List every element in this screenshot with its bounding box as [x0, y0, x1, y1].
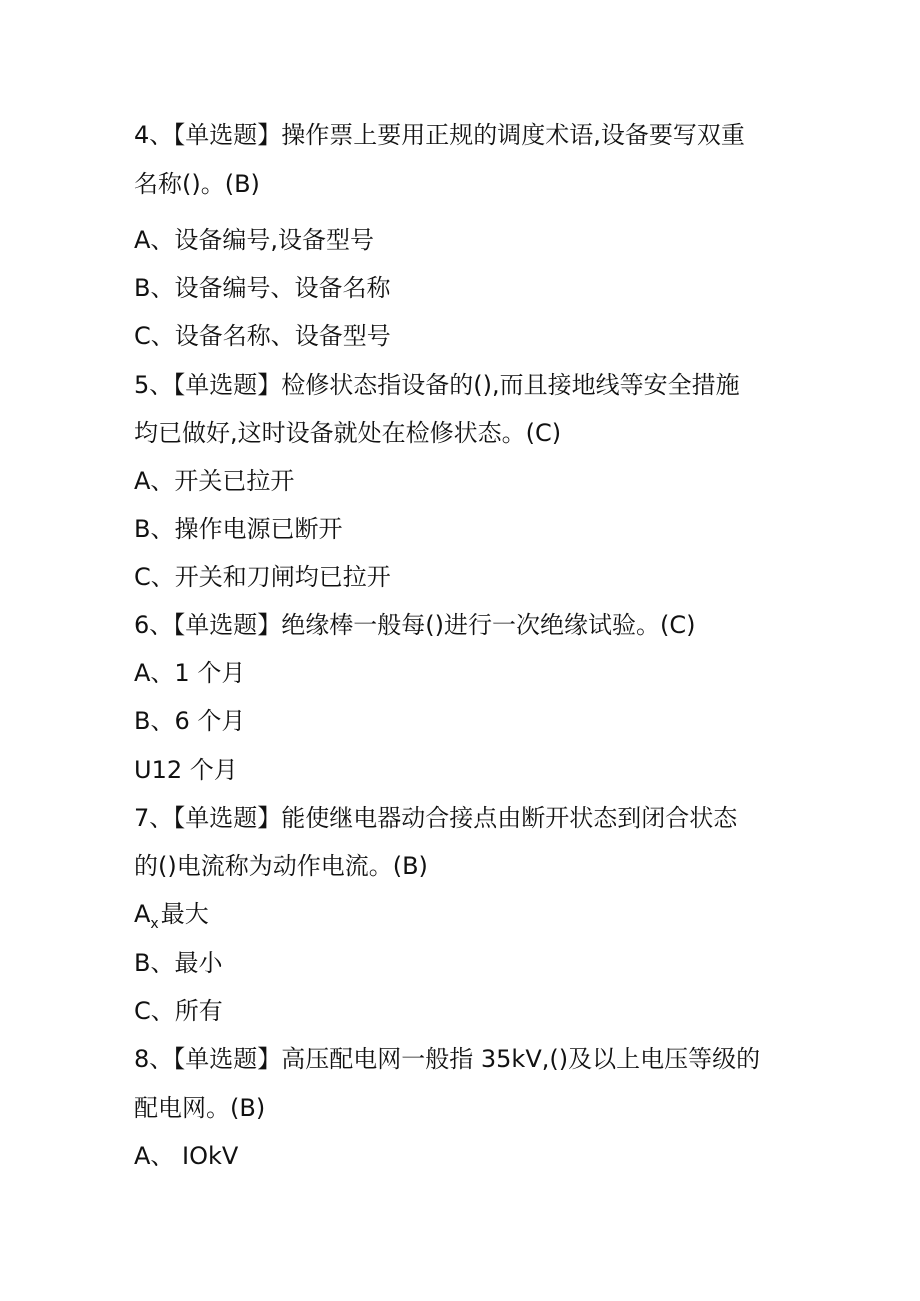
question-6-option-b: B、6 个月	[134, 707, 246, 735]
question-7-option-c: C、所有	[134, 997, 223, 1025]
question-5-stem-line-1: 5、【单选题】检修状态指设备的(),而且接地线等安全措施	[134, 371, 740, 399]
question-4-option-c: C、设备名称、设备型号	[134, 322, 391, 350]
question-7-option-b: B、最小	[134, 949, 223, 977]
question-8-option-a: A、 IOkV	[134, 1142, 239, 1170]
question-5-option-a: A、开关已拉开	[134, 467, 295, 495]
question-7-option-a-letter: A	[134, 900, 151, 928]
question-8-stem-line-2: 配电网。(B)	[134, 1094, 266, 1122]
question-8-stem-line-1: 8、【单选题】高压配电网一般指 35kV,()及以上电压等级的	[134, 1045, 761, 1073]
question-5-option-c: C、开关和刀闸均已拉开	[134, 563, 391, 591]
question-6-stem-line-1: 6、【单选题】绝缘棒一般每()进行一次绝缘试验。(C)	[134, 611, 696, 639]
question-4-option-a: A、设备编号,设备型号	[134, 226, 375, 254]
question-7-option-a-subscript: x	[150, 916, 159, 932]
question-4-stem-line-2: 名称()。(B)	[134, 170, 260, 198]
question-7-stem-line-1: 7、【单选题】能使继电器动合接点由断开状态到闭合状态	[134, 804, 738, 832]
question-6-option-a: A、1 个月	[134, 659, 246, 687]
question-7-option-a-text: 最大	[160, 900, 209, 928]
question-4-option-b: B、设备编号、设备名称	[134, 274, 391, 302]
question-7-stem-line-2: 的()电流称为动作电流。(B)	[134, 852, 428, 880]
question-4-stem-line-1: 4、【单选题】操作票上要用正规的调度术语,设备要写双重	[134, 121, 745, 149]
question-6-option-c: U12 个月	[134, 756, 238, 784]
question-5-stem-line-2: 均已做好,这时设备就处在检修状态。(C)	[134, 419, 562, 447]
question-5-option-b: B、操作电源已断开	[134, 515, 343, 543]
question-7-option-a	[134, 899, 209, 939]
